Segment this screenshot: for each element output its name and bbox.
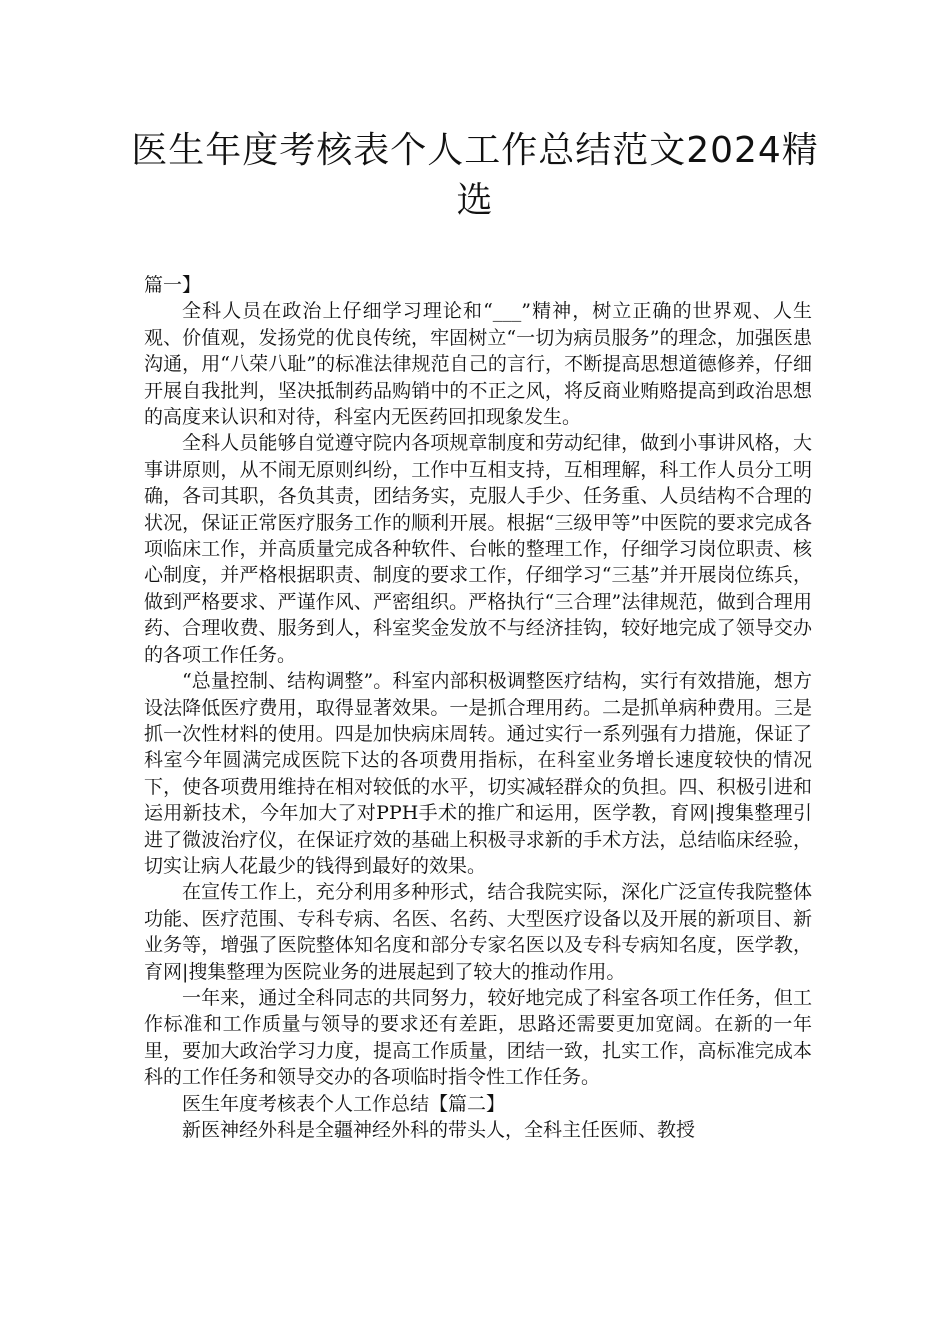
paragraph-3: “总量控制、结构调整”。科室内部积极调整医疗结构，实行有效措施，想方设法降低医疗费用，取得显著效果。一是抓合理用药。二是抓单病种费用。三是抓一次性材料的使用。四是加快病床周转。通过实行一系列强有力措施，保证了科室今年圆满完成医院下达的各项费用指标，在科室业务增长速度较快的情况下，使各项费用维持在相对较低的水平，切实减轻群众的负担。四、积极引进和运用新技术，今年加大了对PPH手术的推广和运用，医学教，育网|搜集整理引进了微波治疗仪，在保证疗效的基础上积极寻求新的手术方法，总结临床经验，切实让病人花最少的钱得到最好的效果。 <box>144 670 812 877</box>
section-heading-2: 医生年度考核表个人工作总结【篇二】 <box>182 1092 506 1115</box>
section-label: 篇一】 <box>144 274 202 296</box>
paragraph-2: 全科人员能够自觉遵守院内各项规章制度和劳动纪律，做到小事讲风格，大事讲原则，从不闹无原则纠纷，工作中互相支持，互相理解，科工作人员分工明确，各司其职，各负其责，团结务实，克服人手少、任务重、人员结构不合理的状况，保证正常医疗服务工作的顺利开展。根据“三级甲等”中医院的要求完成各项临床工作，并高质量完成各种软件、台帐的整理工作，仔细学习岗位职责、核心制度，并严格根据职责、制度的要求工作，仔细学习“三基”并开展岗位练兵，做到严格要求、严谨作风、严密组织。严格执行“三合理”法律规范，做到合理用药、合理收费、服务到人，科室奖金发放不与经济挂钩，较好地完成了领导交办的各项工作任务。 <box>144 432 812 666</box>
paragraph-5: 一年来，通过全科同志的共同努力，较好地完成了科室各项工作任务，但工作标准和工作质量与领导的要求还有差距，思路还需要更加宽阔。在新的一年里，要加大政治学习力度，提高工作质量，团结一致，扎实工作，高标准完成本科的工作任务和领导交办的各项临时指令性工作任务。 <box>144 986 812 1089</box>
document-body <box>144 272 812 1143</box>
paragraph-4: 在宣传工作上，充分利用多种形式，结合我院实际，深化广泛宣传我院整体功能、医疗范围、专科专病、名医、名药、大型医疗设备以及开展的新项目、新业务等，增强了医院整体知名度和部分专家名医以及专科专病知名度，医学教，育网|搜集整理为医院业务的进展起到了较大的推动作用。 <box>144 881 812 983</box>
paragraph-6: 新医神经外科是全疆神经外科的带头人，全科主任医师、教授 <box>182 1119 696 1141</box>
paragraph-1: 全科人员在政治上仔细学习理论和“___”精神，树立正确的世界观、人生观、价值观，发扬党的优良传统，牢固树立“一切为病员服务”的理念，加强医患沟通，用“八荣八耻”的标准法律规范自己的言行，不断提高思想道德修养，仔细开展自我批判，坚决抵制药品购销中的不正之风，将反商业贿赂提高到政治思想的高度来认识和对待，科室内无医药回扣现象发生。 <box>144 300 812 429</box>
document-title: 医生年度考核表个人工作总结范文2024精选 <box>131 130 819 221</box>
